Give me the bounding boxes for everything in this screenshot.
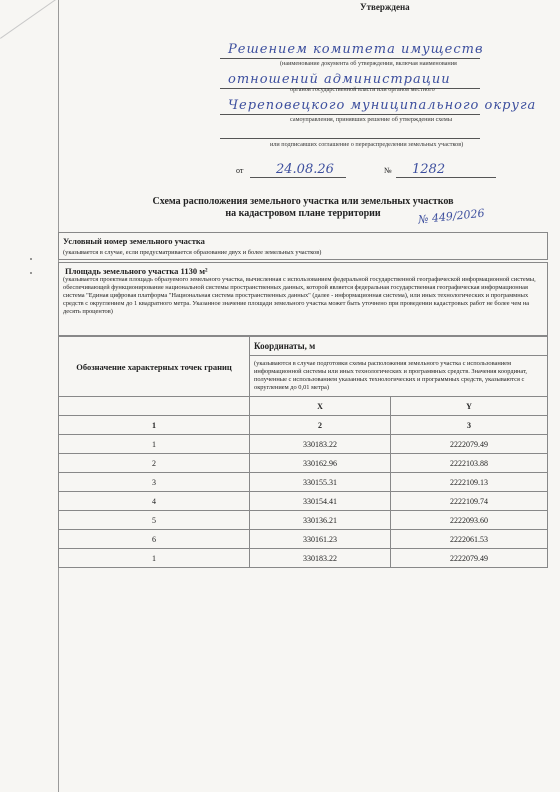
y-cell: 2222079.49 — [390, 435, 547, 454]
approval-number: 1282 — [412, 162, 446, 177]
coordinates-note: (указываются в случае подготовки схемы расположения земельного участка с использованием информационной системы или иных технологических и программных средств. Значения координат, полученные с использованием указанных технологических и программных средств, указываются с округлением до 0,01 метра) — [250, 356, 548, 397]
point-cell: 3 — [59, 473, 250, 492]
table-row — [59, 473, 548, 492]
area-label: Площадь земельного участка 1130 м² — [65, 266, 208, 276]
handwritten-scheme-number: № 449/2026 — [417, 206, 486, 227]
point-cell: 1 — [59, 435, 250, 454]
table-header-spacer — [59, 397, 250, 416]
approval-caption-2: органов государственной власти или органов местного — [290, 86, 435, 93]
approval-handwriting-1: Решением комитета имуществ — [228, 42, 484, 57]
x-cell: 330136.21 — [250, 511, 391, 530]
scan-artifact — [30, 258, 32, 260]
index-cell: 3 — [390, 416, 547, 435]
approval-line-1 — [220, 40, 484, 59]
conditional-number-section — [58, 232, 548, 260]
point-cell: 6 — [59, 530, 250, 549]
area-note: (указывается проектная площадь образуемого земельного участка, вычисленная с использованием федеральной государственной географической информационной системы, обеспечивающей функционирование национальной системы пространственных данных, которой является федеральная государственная географическая информационная система "Единая цифровая платформа "Национальная система пространственных данных" (далее - информационная система), или иных технологических и программных средств с округлением до 1 квадратного метра. Указанное значение площади земельного участка может быть уточнено при проведении кадастровых работ не более чем на десять процентов) — [63, 276, 536, 315]
point-cell: 2 — [59, 454, 250, 473]
date-prefix: от — [236, 166, 244, 175]
approval-handwriting-2: отношений администрации — [228, 72, 451, 87]
approval-caption-1: (наименование документа об утверждении, включая наименования — [280, 60, 457, 67]
conditional-number-note: (указывается в случае, если предусматривается образование двух и более земельных участков) — [63, 249, 322, 256]
conditional-number-label: Условный номер земельного участка — [63, 236, 205, 246]
y-cell: 2222061.53 — [390, 530, 547, 549]
x-cell: 330183.22 — [250, 549, 391, 568]
x-column-header: X — [250, 397, 391, 416]
table-row — [59, 454, 548, 473]
point-cell: 5 — [59, 511, 250, 530]
x-cell: 330154.41 — [250, 492, 391, 511]
y-column-header: Y — [390, 397, 547, 416]
y-cell: 2222103.88 — [390, 454, 547, 473]
y-cell: 2222079.49 — [390, 549, 547, 568]
point-cell: 4 — [59, 492, 250, 511]
table-row — [59, 511, 548, 530]
approval-line-3 — [220, 96, 537, 115]
title-line-2: на кадастровом плане территории — [225, 208, 381, 219]
index-cell: 2 — [250, 416, 391, 435]
points-column-header: Обозначение характерных точек границ — [59, 337, 250, 397]
x-cell: 330161.23 — [250, 530, 391, 549]
table-row — [59, 530, 548, 549]
approval-heading: Утверждена — [360, 2, 410, 12]
approval-caption-3: самоуправления, принявших решение об утверждении схемы — [290, 116, 452, 123]
number-prefix: № — [384, 166, 392, 175]
y-cell: 2222109.74 — [390, 492, 547, 511]
x-cell: 330155.31 — [250, 473, 391, 492]
y-cell: 2222109.13 — [390, 473, 547, 492]
approval-number-field — [396, 163, 496, 178]
title-line-1: Схема расположения земельного участка или земельных участков — [152, 196, 454, 207]
x-cell: 330183.22 — [250, 435, 391, 454]
table-row — [59, 549, 548, 568]
table-row — [59, 492, 548, 511]
area-section — [58, 262, 548, 336]
approval-handwriting-3: Череповецкого муниципального округа — [228, 98, 537, 113]
scan-artifact — [30, 272, 32, 274]
coordinates-table — [58, 336, 548, 568]
x-cell: 330162.96 — [250, 454, 391, 473]
table-row — [59, 435, 548, 454]
approval-date: 24.08.26 — [276, 162, 334, 177]
index-cell: 1 — [59, 416, 250, 435]
y-cell: 2222093.60 — [390, 511, 547, 530]
approval-caption-4: или подписавших соглашение о перераспределении земельных участков) — [270, 141, 464, 148]
approval-date-field — [250, 163, 346, 178]
coordinates-column-header: Координаты, м — [250, 337, 548, 356]
approval-line-4 — [220, 124, 480, 139]
point-cell: 1 — [59, 549, 250, 568]
page-fold-mark — [0, 0, 64, 39]
